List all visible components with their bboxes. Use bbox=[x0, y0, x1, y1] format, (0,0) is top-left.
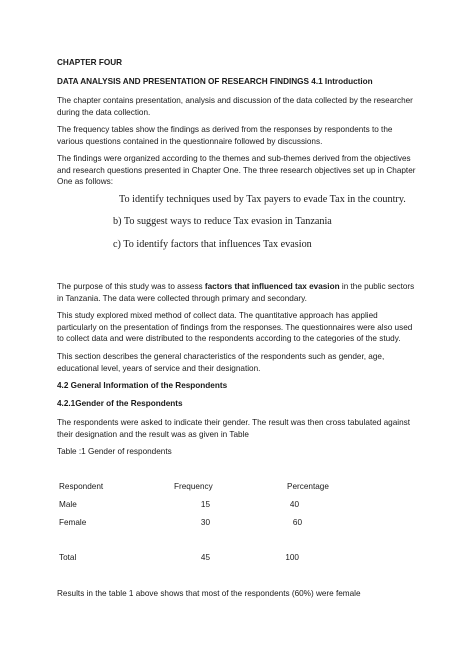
table-cell: Total bbox=[59, 553, 77, 562]
table-caption: Table :1 Gender of respondents bbox=[57, 447, 172, 456]
table-cell: 100 bbox=[285, 553, 299, 562]
objective-a: To identify techniques used by Tax payers to evade Tax in the country. bbox=[119, 194, 406, 205]
table-cell: Female bbox=[59, 518, 87, 527]
results-paragraph: Results in the table 1 above shows that most of the respondents (60%) were female bbox=[57, 589, 361, 598]
heading-4-2: 4.2 General Information of the Respondents bbox=[57, 381, 228, 390]
section-description-paragraph: This section describes the general characteristics of the respondents such as gender, age, educational level, years of service and their designation. bbox=[57, 352, 385, 373]
table-header-cell: Percentage bbox=[287, 482, 329, 491]
purpose-text-after: in the public sectors in Tanzania. The data were collected through primary and secondary. bbox=[57, 282, 415, 303]
intro-paragraph-1: The chapter contains presentation, analysis and discussion of the data collected by the researcher during the data collection. bbox=[57, 96, 413, 117]
table-cell: 15 bbox=[200, 500, 210, 509]
table-header-cell: Respondent bbox=[59, 482, 104, 491]
table-header-cell: Frequency bbox=[174, 482, 213, 491]
chapter-heading: CHAPTER FOUR bbox=[57, 58, 123, 67]
table-cell: 45 bbox=[200, 553, 210, 562]
purpose-text-bold: factors that influenced tax evasion bbox=[204, 282, 340, 291]
table-cell: Male bbox=[59, 500, 77, 509]
gender-paragraph: The respondents were asked to indicate their gender. The result was then cross tabulated against their designation and the result was as given in Table bbox=[57, 418, 411, 439]
method-paragraph: This study explored mixed method of collect data. The quantitative approach has applied particularly on the presentation of findings from the responses. The questionnaires were also used to collect data and were distributed to the respondents according to the categories of the study. bbox=[57, 311, 413, 343]
table-cell: 30 bbox=[200, 518, 210, 527]
objective-c: c) To identify factors that influences Tax evasion bbox=[113, 239, 312, 250]
intro-paragraph-3: The findings were organized according to the themes and sub-themes derived from the objectives and research questions presented in Chapter One. The three research objectives set up in Chapter One as follows: bbox=[57, 154, 416, 186]
table-cell: 60 bbox=[292, 518, 302, 527]
purpose-paragraph bbox=[57, 281, 419, 304]
heading-4-2-1: 4.2.1Gender of the Respondents bbox=[57, 399, 183, 408]
objective-b: b) To suggest ways to reduce Tax evasion in Tanzania bbox=[113, 216, 332, 227]
table-cell: 40 bbox=[289, 500, 299, 509]
section-heading: DATA ANALYSIS AND PRESENTATION OF RESEARCH FINDINGS 4.1 Introduction bbox=[57, 77, 373, 86]
intro-paragraph-2: The frequency tables show the findings as derived from the responses by respondents to the various questions contained in the questionnaire followed by discussions. bbox=[57, 125, 393, 146]
purpose-text-before: The purpose of this study was to assess bbox=[57, 282, 205, 291]
